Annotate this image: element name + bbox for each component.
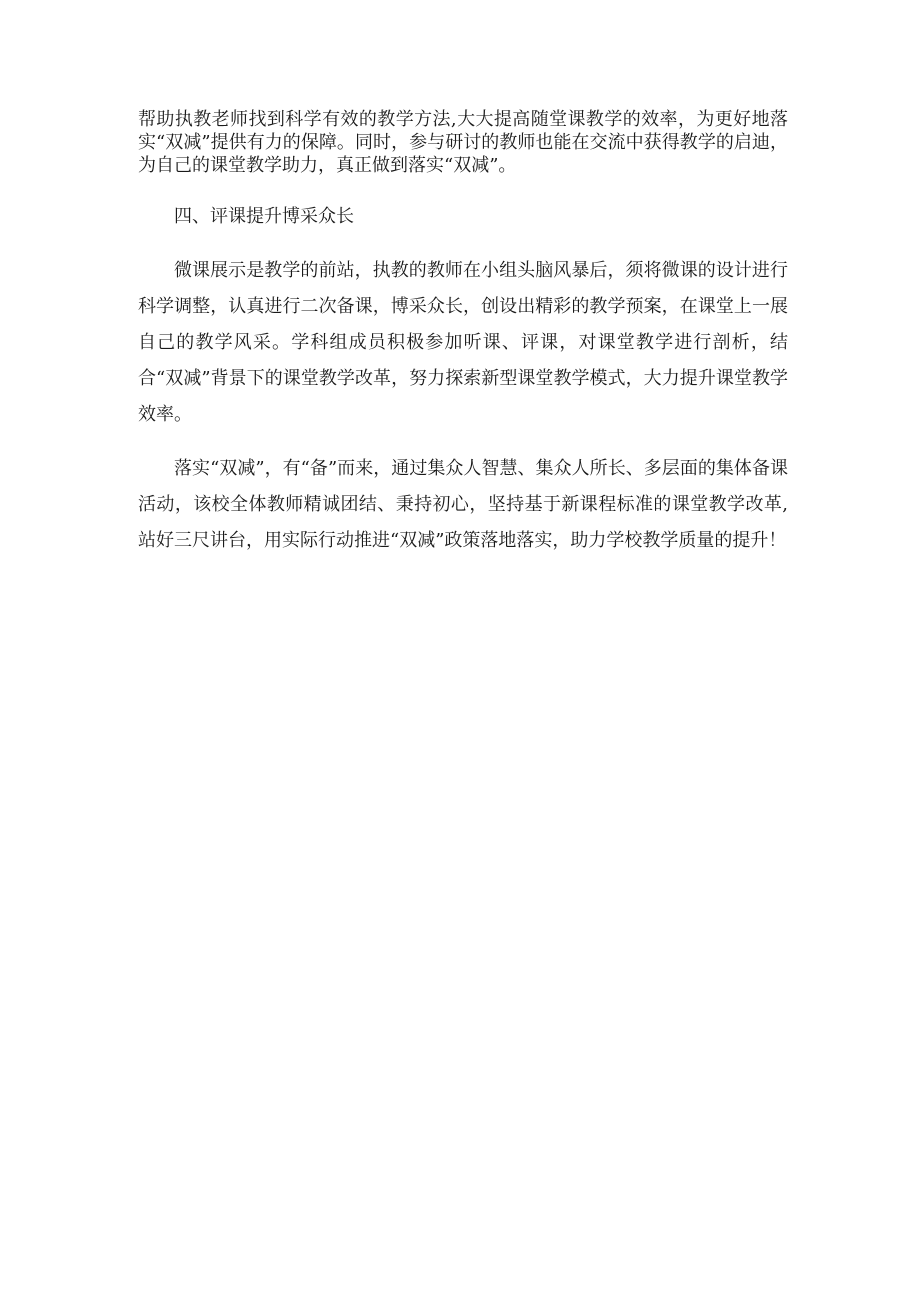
paragraph-conclusion: 落实“双减”，有“备”而来，通过集众人智慧、集众人所长、多层面的集体备课活动，该校全体教师精诚团结、秉持初心，坚持基于新课程标准的课堂教学改革,站好三尺讲台，用实际行动推进“双减”政策落地落实，助力学校教学质量的提升！ [138,458,788,551]
paragraph-micro-lesson: 微课展示是教学的前站，执教的教师在小组头脑风暴后，须将微课的设计进行科学调整，认真进行二次备课，博采众长，创设出精彩的教学预案，在课堂上一展自己的教学风采。学科组成员积极参加听课、评课，对课堂教学进行剖析，结合“双减”背景下的课堂教学改革，努力探索新型课堂教学模式，大力提升课堂教学效率。 [138,260,788,425]
document-body [138,108,788,559]
paragraph-continuation: 帮助执教老师找到科学有效的教学方法,大大提高随堂课教学的效率，为更好地落实“双减”提供有力的保障。同时，参与研讨的教师也能在交流中获得教学的启迪，为自己的课堂教学助力，真正做到落实“双减”。 [138,109,788,176]
section-heading: 四、评课提升博采众长 [174,206,354,227]
